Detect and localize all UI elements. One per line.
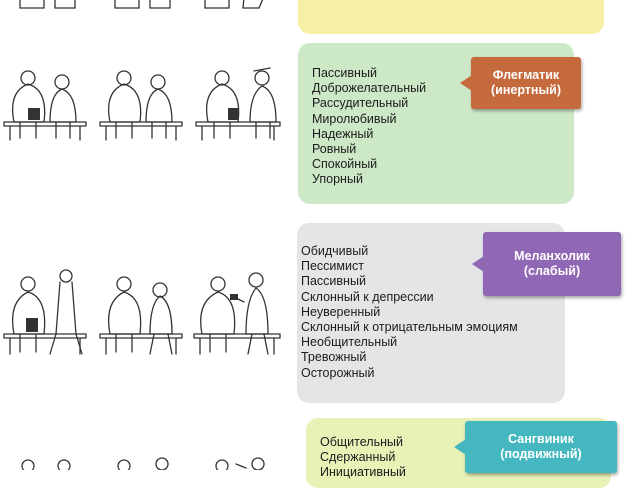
- phlegmatic-badge: [471, 57, 581, 109]
- sanguine-traits-list: [320, 435, 406, 481]
- cartoon-strip-choleric: [0, 0, 290, 15]
- cartoon-illustration: [0, 262, 290, 360]
- badge-name: Сангвиник: [508, 432, 574, 447]
- badge-pointer: [454, 439, 466, 455]
- trait-item: Осторожный: [301, 366, 518, 381]
- trait-item: Инициативный: [320, 465, 406, 480]
- trait-item: Тревожный: [301, 350, 518, 365]
- trait-item: Пассивный: [301, 274, 518, 289]
- trait-item: Надежный: [312, 127, 426, 142]
- badge-name: Флегматик: [493, 68, 559, 83]
- melancholic-badge: [483, 232, 621, 296]
- trait-item: Рассудительный: [312, 96, 426, 111]
- cartoon-strip-phlegmatic: [0, 64, 290, 154]
- cartoon-strip-sanguine: [0, 452, 290, 470]
- badge-type: (инертный): [491, 83, 561, 98]
- trait-item: Доброжелательный: [312, 81, 426, 96]
- trait-item: Ровный: [312, 142, 426, 157]
- badge-name: Меланхолик: [514, 249, 590, 264]
- cartoon-illustration: [0, 64, 290, 154]
- trait-item: Пессимист: [301, 259, 518, 274]
- badge-pointer: [460, 75, 472, 91]
- badge-pointer: [472, 256, 484, 272]
- trait-item: Миролюбивый: [312, 112, 426, 127]
- trait-item: Общительный: [320, 435, 406, 450]
- trait-item: Пассивный: [312, 66, 426, 81]
- trait-item: Склонный к отрицательным эмоциям: [301, 320, 518, 335]
- trait-item: Необщительный: [301, 335, 518, 350]
- cartoon-strip-melancholic: [0, 262, 290, 360]
- phlegmatic-traits-list: [312, 66, 426, 188]
- trait-item: Упорный: [312, 172, 426, 187]
- choleric-traits-panel: [298, 0, 604, 34]
- sanguine-badge: [465, 421, 617, 473]
- badge-type: (слабый): [524, 264, 580, 279]
- trait-item: Сдержанный: [320, 450, 406, 465]
- cartoon-illustration: [0, 0, 290, 15]
- trait-item: Неуверенный: [301, 305, 518, 320]
- trait-item: Спокойный: [312, 157, 426, 172]
- badge-type: (подвижный): [500, 447, 581, 462]
- trait-item: Склонный к депрессии: [301, 290, 518, 305]
- cartoon-illustration: [0, 452, 290, 470]
- trait-item: Обидчивый: [301, 244, 518, 259]
